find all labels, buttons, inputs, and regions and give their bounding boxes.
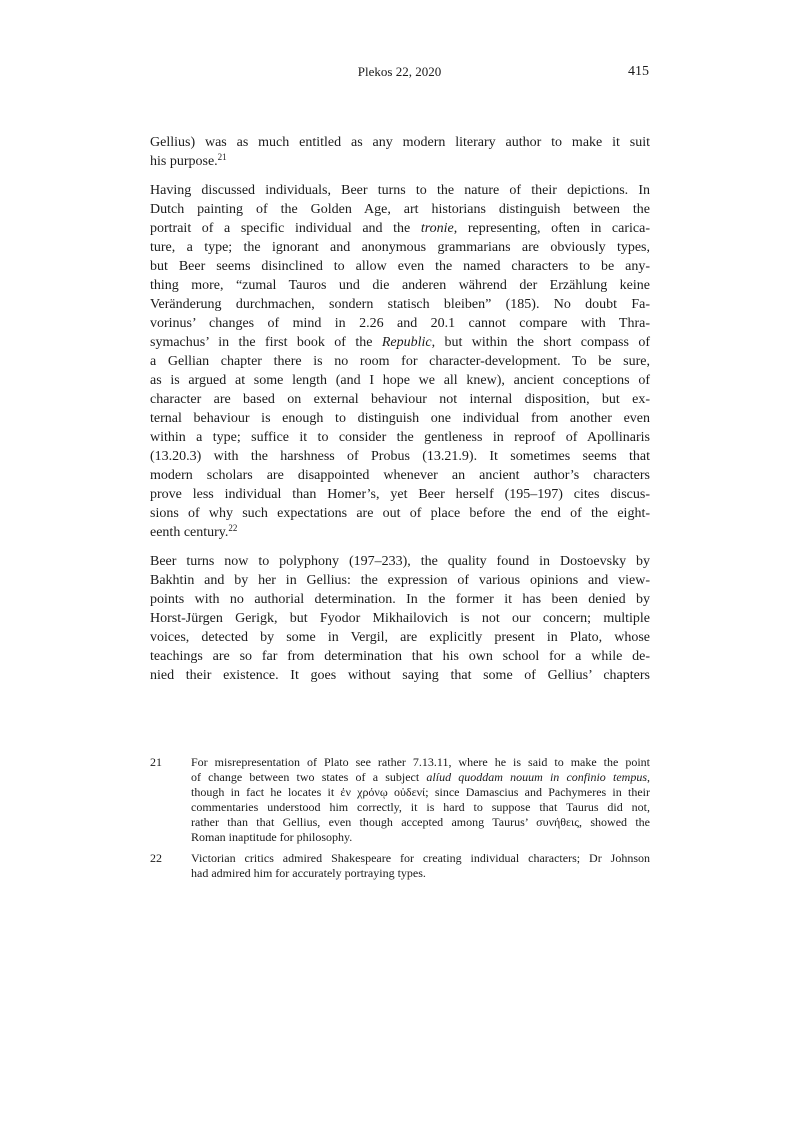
text-segment: Horst-Jürgen Gerigk, but Fyodor Mikhailovich is not our concern; multiple <box>150 611 650 626</box>
text-segment: nied their existence. It goes without saying that some of Gellius’ chapters <box>150 668 650 683</box>
italic-text: alíud quoddam nouum in confinio tempus <box>426 770 647 784</box>
text-segment: Roman inaptitude for philosophy. <box>191 830 353 844</box>
text-segment: Gellius) was as much entitled as any modern literary author to make it suit <box>150 135 650 150</box>
text-segment: commentaries understood him correctly, it is hard to suppose that Taurus did not, <box>191 800 650 814</box>
text-line <box>150 314 650 333</box>
text-line <box>150 466 650 485</box>
text-segment: points with no authorial determination. In the former it has been denied by <box>150 592 650 607</box>
text-segment: Bakhtin and by her in Gellius: the expression of various opinions and view- <box>150 573 650 588</box>
text-line <box>150 133 650 152</box>
text-segment: had admired him for accurately portraying types. <box>191 866 426 880</box>
footnote-number: 22 <box>150 851 162 865</box>
text-segment: eenth century. <box>150 525 229 540</box>
page-number: 415 <box>628 64 649 79</box>
paragraph <box>150 181 650 542</box>
text-segment: symachus’ in the first book of the <box>150 335 382 350</box>
text-line <box>150 371 650 390</box>
footnote-number: 21 <box>150 755 162 769</box>
text-segment: ture, a type; the ignorant and anonymous grammarians are obviously types, <box>150 240 650 255</box>
text-line <box>150 219 650 238</box>
text-line <box>150 628 650 647</box>
text-segment: but Beer seems disinclined to allow even the named characters to be any- <box>150 259 650 274</box>
text-line <box>191 770 650 785</box>
text-line <box>150 666 650 685</box>
text-segment: within a type; suffice it to consider the gentleness in reproof of Apollinaris <box>150 430 650 445</box>
text-segment: modern scholars are disappointed whenever an ancient author’s characters <box>150 468 650 483</box>
text-segment: sions of why such expectations are out of place before the end of the eight- <box>150 506 650 521</box>
text-segment: ternal behaviour is enough to distinguish one individual from another even <box>150 411 650 426</box>
text-segment: thing more, “zumal Tauros und die anderen während der Erzählung keine <box>150 278 650 293</box>
text-line <box>150 609 650 628</box>
paragraph <box>150 552 650 685</box>
text-segment: Victorian critics admired Shakespeare for creating individual characters; Dr Johnson <box>191 851 650 865</box>
text-segment: his purpose. <box>150 154 218 169</box>
text-line <box>191 866 650 881</box>
text-line <box>150 447 650 466</box>
footnotes <box>150 755 650 887</box>
text-segment: prove less individual than Homer’s, yet Beer herself (195–197) cites discus- <box>150 487 650 502</box>
footnote-ref[interactable]: 22 <box>228 523 238 533</box>
text-segment: teachings are so far from determination that his own school for a while de- <box>150 649 650 664</box>
text-line <box>150 552 650 571</box>
text-segment: portrait of a specific individual and the <box>150 221 421 236</box>
text-segment: though in fact he locates it ἐν χρόνῳ οὐδενί; since Damascius and Pachymeres in their <box>191 785 650 799</box>
italic-text: tronie <box>420 221 454 236</box>
text-line <box>150 352 650 371</box>
footnote <box>150 851 650 881</box>
text-segment: character are based on external behaviour not internal disposition, but ex- <box>150 392 650 407</box>
text-line <box>150 485 650 504</box>
text-segment: , but within the short compass of <box>431 335 650 350</box>
text-segment: , <box>646 770 650 784</box>
footnote-text <box>191 851 650 881</box>
text-line <box>191 755 650 770</box>
text-line <box>150 571 650 590</box>
text-line <box>150 390 650 409</box>
text-line <box>191 800 650 815</box>
text-line <box>150 295 650 314</box>
text-line <box>150 257 650 276</box>
running-header: Plekos 22, 2020 <box>357 64 442 79</box>
text-segment: as is argued at some length (and I hope we all knew), ancient conceptions of <box>150 373 650 388</box>
paragraph <box>150 133 650 171</box>
text-segment: Beer turns now to polyphony (197–233), the quality found in Dostoevsky by <box>150 554 650 569</box>
text-segment: Dutch painting of the Golden Age, art historians distinguish between the <box>150 202 650 217</box>
text-segment: a Gellian chapter there is no room for character-development. To be sure, <box>150 354 650 369</box>
text-segment: , representing, often in carica- <box>453 221 650 236</box>
text-line <box>150 647 650 666</box>
text-line <box>150 409 650 428</box>
text-line <box>150 523 650 542</box>
text-line <box>191 815 650 830</box>
footnote-text <box>191 755 650 845</box>
text-segment: Veränderung durchmachen, sondern statisch bleiben” (185). No doubt Fa- <box>150 297 650 312</box>
text-segment: of change between two states of a subject <box>191 770 427 784</box>
text-segment: voices, detected by some in Vergil, are explicitly present in Plato, whose <box>150 630 650 645</box>
text-line <box>150 200 650 219</box>
text-line <box>150 181 650 200</box>
footnote-ref[interactable]: 21 <box>217 152 227 162</box>
text-segment: (13.20.3) with the harshness of Probus (13.21.9). It sometimes seems that <box>150 449 650 464</box>
text-line <box>150 276 650 295</box>
text-line <box>150 590 650 609</box>
text-line <box>191 851 650 866</box>
text-line <box>191 785 650 800</box>
text-line <box>150 333 650 352</box>
text-line <box>150 428 650 447</box>
footnote <box>150 755 650 845</box>
text-line <box>150 152 650 171</box>
body-text <box>150 133 650 695</box>
text-segment: vorinus’ changes of mind in 2.26 and 20.1 cannot compare with Thra- <box>150 316 650 331</box>
text-line <box>150 504 650 523</box>
text-line <box>191 830 650 845</box>
text-segment: rather than that Gellius, even though accepted among Taurus’ συνήθεις, showed the <box>191 815 650 829</box>
text-line <box>150 238 650 257</box>
text-segment: For misrepresentation of Plato see rather 7.13.11, where he is said to make the point <box>191 755 650 769</box>
italic-text: Republic <box>381 335 432 350</box>
text-segment: Having discussed individuals, Beer turns to the nature of their depictions. In <box>150 183 650 198</box>
